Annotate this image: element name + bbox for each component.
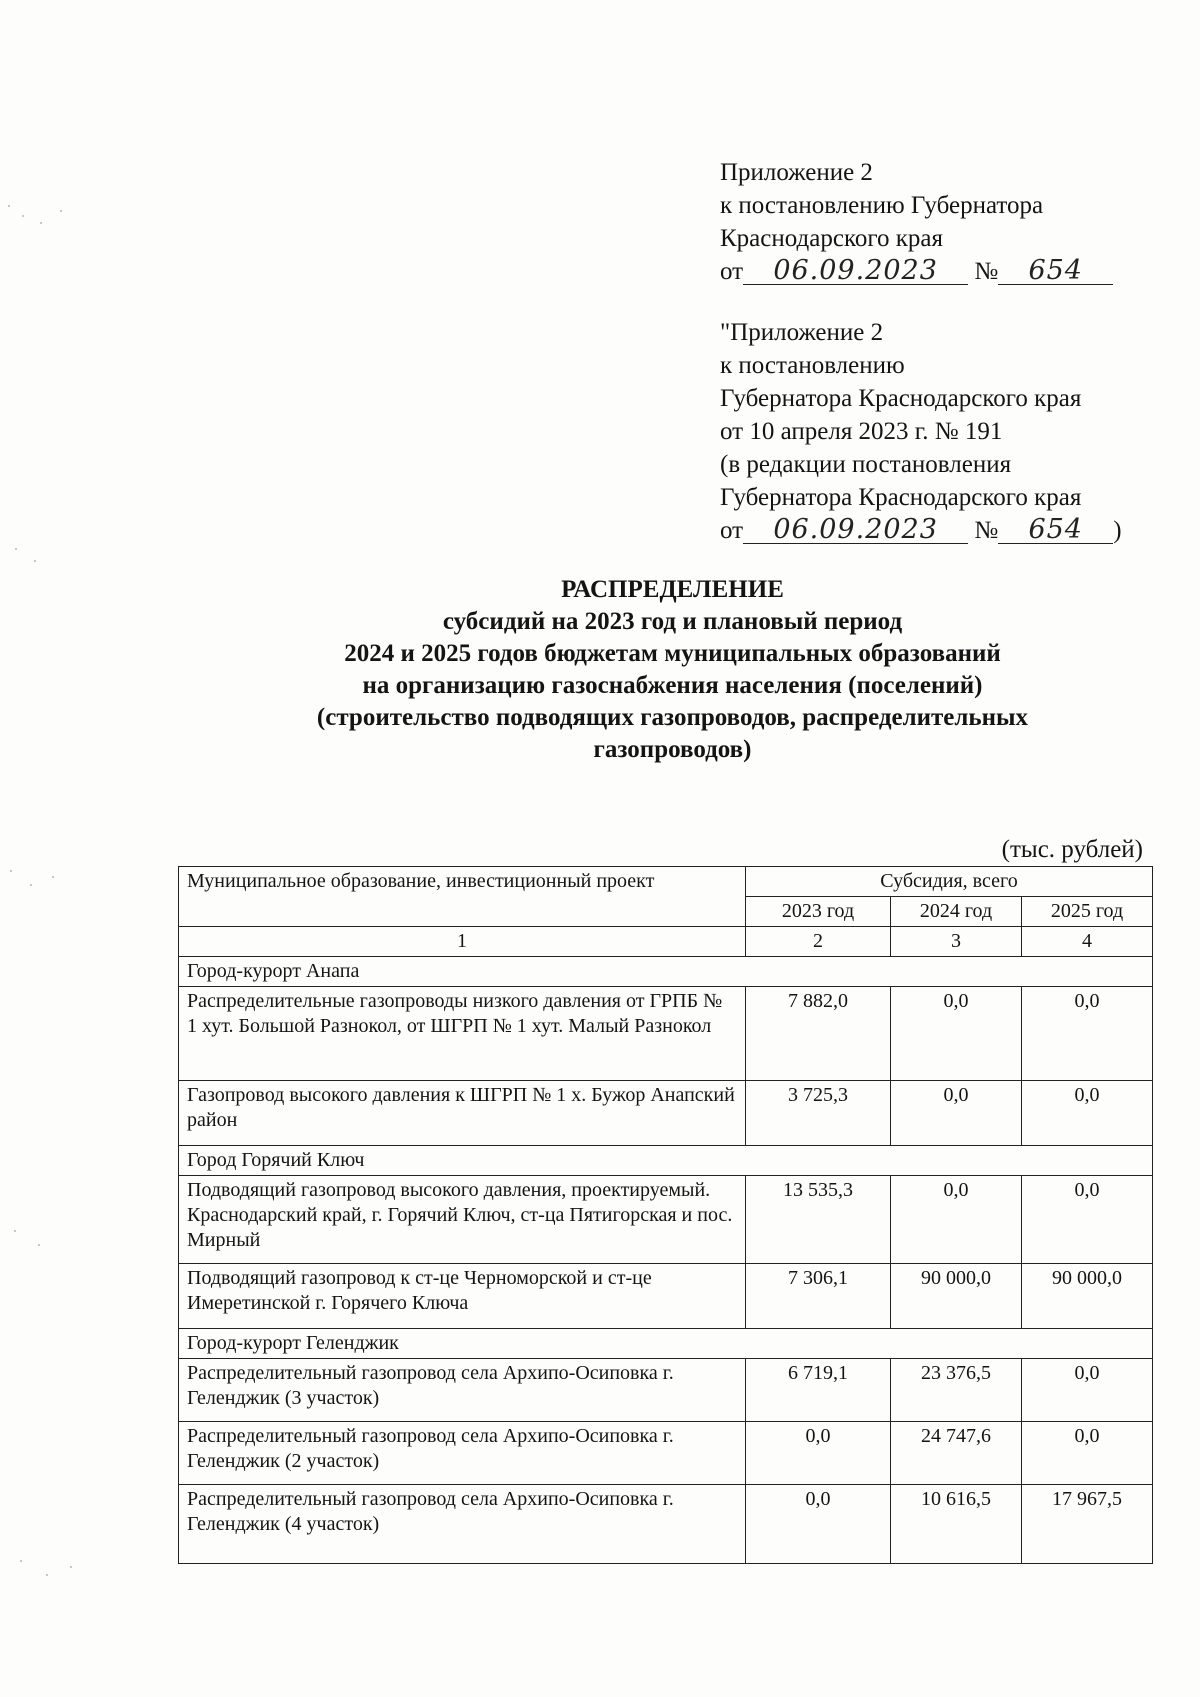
number-prefix: № bbox=[974, 258, 999, 285]
date-prefix: от bbox=[720, 258, 744, 285]
title-line: РАСПРЕДЕЛЕНИЕ bbox=[561, 576, 784, 603]
table-row bbox=[179, 987, 1153, 1081]
value-2023: 0,0 bbox=[746, 1485, 891, 1564]
section-row bbox=[179, 1146, 1153, 1176]
title-line: на организацию газоснабжения населения (поселений) bbox=[362, 672, 983, 699]
project-name: Газопровод высокого давления к ШГРП № 1 х. Бужор Анапский район bbox=[179, 1081, 746, 1146]
value-2025: 0,0 bbox=[1022, 1176, 1153, 1264]
value-2024: 10 616,5 bbox=[891, 1485, 1022, 1564]
value-2024: 0,0 bbox=[891, 1176, 1022, 1264]
section-row bbox=[179, 957, 1153, 987]
value-2024: 24 747,6 bbox=[891, 1422, 1022, 1485]
column-number: 4 bbox=[1022, 927, 1153, 957]
value-2025: 0,0 bbox=[1022, 1081, 1153, 1146]
appendix-line: Приложение 2 bbox=[720, 159, 873, 186]
column-number: 2 bbox=[746, 927, 891, 957]
handwritten-number: 654 bbox=[998, 258, 1113, 285]
municipality-name: Город Горячий Ключ bbox=[179, 1146, 1153, 1176]
project-name: Распределительный газопровод села Архипо-Осиповка г. Геленджик (3 участок) bbox=[179, 1359, 746, 1422]
column-number: 3 bbox=[891, 927, 1022, 957]
table-row bbox=[179, 1422, 1153, 1485]
appendix-line: к постановлению Губернатора bbox=[720, 192, 1044, 219]
number-prefix: № bbox=[974, 517, 999, 544]
municipality-name: Город-курорт Геленджик bbox=[179, 1329, 1153, 1359]
appendix-line: Краснодарского края bbox=[720, 225, 943, 252]
header-year-2023: 2023 год bbox=[746, 897, 891, 927]
header-project: Муниципальное образование, инвестиционный проект bbox=[179, 867, 746, 927]
value-2025: 0,0 bbox=[1022, 1422, 1153, 1485]
table-row bbox=[179, 1485, 1153, 1564]
title-line: (строительство подводящих газопроводов, распределительных bbox=[316, 704, 1029, 731]
table-row bbox=[179, 1081, 1153, 1146]
value-2024: 0,0 bbox=[891, 987, 1022, 1081]
value-2023: 6 719,1 bbox=[746, 1359, 891, 1422]
appendix-date-line bbox=[720, 255, 1113, 288]
date-prefix: от bbox=[720, 517, 744, 544]
header-subsidy-total: Субсидия, всего bbox=[746, 867, 1153, 897]
project-name: Подводящий газопровод к ст-це Черноморской и ст-це Имеретинской г. Горячего Ключа bbox=[179, 1264, 746, 1329]
value-2023: 13 535,3 bbox=[746, 1176, 891, 1264]
header-year-2024: 2024 год bbox=[891, 897, 1022, 927]
document-title bbox=[150, 574, 1195, 766]
appendix-line: (в редакции постановления bbox=[720, 451, 1012, 478]
column-number: 1 bbox=[179, 927, 746, 957]
appendix-original-header bbox=[720, 316, 1122, 547]
value-2024: 90 000,0 bbox=[891, 1264, 1022, 1329]
project-name: Подводящий газопровод высокого давления, проектируемый. Краснодарский край, г. Горячий Ключ, ст-ца Пятигорская и пос. Мирный bbox=[179, 1176, 746, 1264]
section-row bbox=[179, 1329, 1153, 1359]
closing-paren: ) bbox=[1113, 517, 1122, 544]
project-name: Распределительный газопровод села Архипо-Осиповка г. Геленджик (4 участок) bbox=[179, 1485, 746, 1564]
value-2023: 3 725,3 bbox=[746, 1081, 891, 1146]
title-line: газопроводов) bbox=[593, 736, 752, 763]
value-2023: 7 882,0 bbox=[746, 987, 891, 1081]
appendix-line: "Приложение 2 bbox=[720, 319, 884, 346]
value-2025: 17 967,5 bbox=[1022, 1485, 1153, 1564]
column-numbers-row bbox=[179, 927, 1153, 957]
table-row bbox=[179, 1359, 1153, 1422]
value-2023: 7 306,1 bbox=[746, 1264, 891, 1329]
appendix-line: Губернатора Краснодарского края bbox=[720, 484, 1082, 511]
value-2024: 0,0 bbox=[891, 1081, 1022, 1146]
title-line: субсидий на 2023 год и плановый период bbox=[442, 608, 903, 635]
value-2025: 0,0 bbox=[1022, 987, 1153, 1081]
table-row bbox=[179, 1264, 1153, 1329]
municipality-name: Город-курорт Анапа bbox=[179, 957, 1153, 987]
table-row bbox=[179, 1176, 1153, 1264]
value-2025: 0,0 bbox=[1022, 1359, 1153, 1422]
project-name: Распределительный газопровод села Архипо-Осиповка г. Геленджик (2 участок) bbox=[179, 1422, 746, 1485]
appendix-date-line bbox=[720, 514, 1122, 547]
subsidy-table bbox=[178, 866, 1153, 1564]
handwritten-date: 06.09.2023 bbox=[743, 517, 968, 544]
header-row bbox=[179, 867, 1153, 897]
handwritten-number: 654 bbox=[998, 517, 1113, 544]
handwritten-date: 06.09.2023 bbox=[743, 258, 968, 285]
appendix-line: Губернатора Краснодарского края bbox=[720, 385, 1082, 412]
title-line: 2024 и 2025 годов бюджетам муниципальных образований bbox=[344, 640, 1001, 667]
header-year-2025: 2025 год bbox=[1022, 897, 1153, 927]
appendix-header bbox=[720, 156, 1113, 288]
value-2025: 90 000,0 bbox=[1022, 1264, 1153, 1329]
appendix-line: к постановлению bbox=[720, 352, 905, 379]
value-2023: 0,0 bbox=[746, 1422, 891, 1485]
value-2024: 23 376,5 bbox=[891, 1359, 1022, 1422]
appendix-line: от 10 апреля 2023 г. № 191 bbox=[720, 418, 1003, 445]
units-label: (тыс. рублей) bbox=[1001, 836, 1143, 863]
project-name: Распределительные газопроводы низкого давления от ГРПБ № 1 хут. Большой Разнокол, от ШГРП № 1 хут. Малый Разнокол bbox=[179, 987, 746, 1081]
